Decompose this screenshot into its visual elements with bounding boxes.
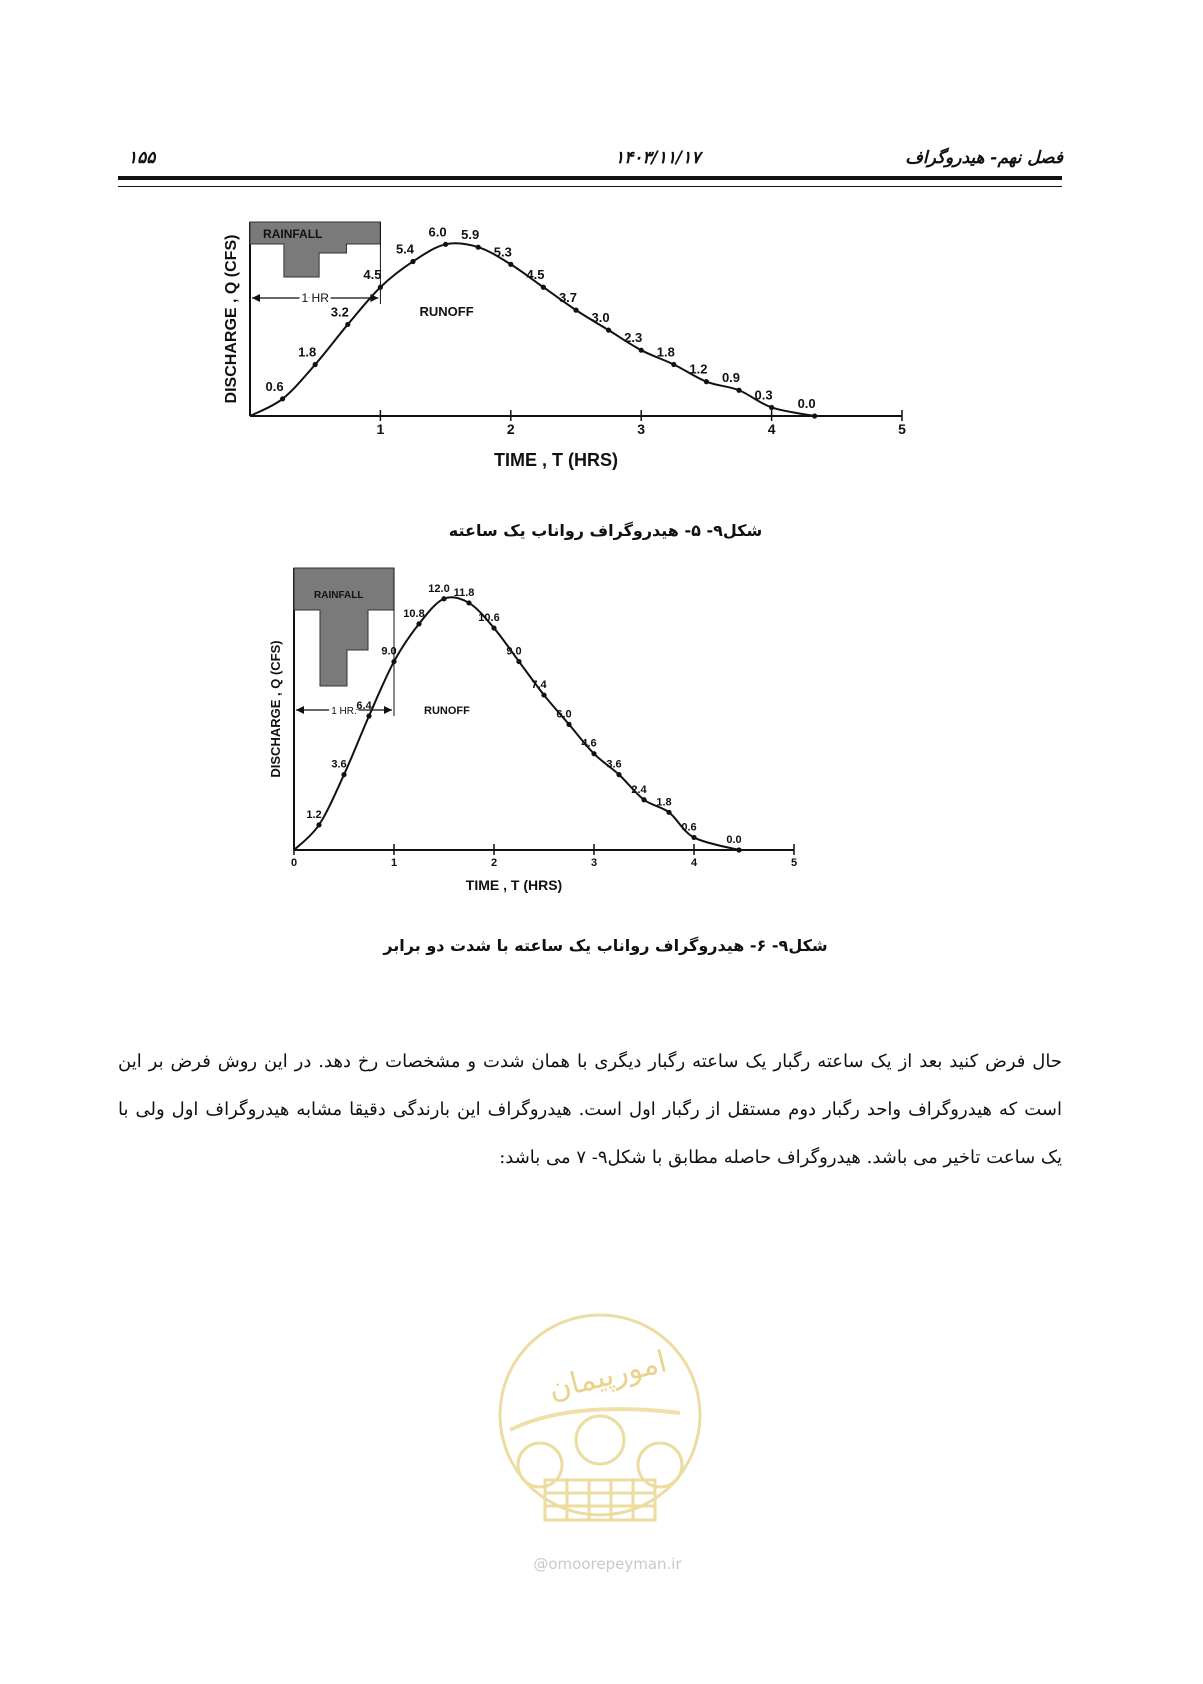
data-point	[516, 659, 521, 664]
y-axis-title: DISCHARGE , Q (CFS)	[268, 640, 283, 778]
data-label: 1.8	[298, 344, 317, 360]
data-label: 6.0	[556, 708, 572, 721]
x-tick-label: 0	[290, 857, 298, 869]
data-point	[341, 772, 346, 777]
data-label: 4.5	[526, 267, 545, 283]
data-point	[313, 362, 318, 367]
data-label: 2.4	[631, 783, 647, 796]
figure-caption-1: شکل۹- ۵- هیدروگراف رواناب یک ساعته	[448, 521, 763, 540]
data-point	[391, 659, 396, 664]
data-label: 5.9	[461, 227, 480, 243]
duration-arrowhead-left	[252, 294, 260, 302]
data-point	[443, 242, 448, 247]
data-point	[541, 285, 546, 290]
header-rule-thin	[118, 186, 1062, 187]
data-point	[769, 405, 774, 410]
page-number: ۱۵۵	[128, 148, 156, 168]
x-axis-title: TIME , T (HRS)	[494, 450, 618, 470]
data-label: 9.0	[506, 645, 522, 658]
data-point	[616, 772, 621, 777]
data-label: 1.8	[656, 796, 672, 809]
body-paragraph	[118, 1038, 1062, 1182]
data-label: 1.2	[689, 361, 708, 377]
data-point	[416, 621, 421, 626]
data-label: 5.4	[395, 241, 415, 257]
x-tick-label: 2	[506, 421, 515, 437]
data-point	[316, 822, 321, 827]
data-point	[410, 259, 415, 264]
data-label: 0.3	[754, 387, 773, 403]
data-point	[812, 413, 817, 418]
data-label: 3.0	[591, 310, 610, 326]
data-point	[666, 810, 671, 815]
x-tick-label: 3	[590, 857, 598, 869]
data-point	[691, 835, 696, 840]
x-tick-label: 1	[390, 857, 398, 869]
data-label: 4.5	[363, 267, 382, 283]
duration-label: 1 HR	[301, 291, 329, 305]
data-label: 10.8	[403, 607, 425, 620]
duration-label: 1 HR.	[331, 706, 357, 717]
data-label: 0.9	[721, 370, 741, 386]
data-point	[736, 847, 741, 852]
hydrograph-chart-2	[268, 568, 840, 898]
paragraph-line-1: حال فرض کنید بعد از یک ساعته رگبار یک ساعته رگبار دیگری با همان شدت و مشخصات رخ دهد. در این روش فرض بر	[148, 1051, 1062, 1072]
data-label: 7.4	[531, 679, 547, 692]
watermark-logo	[490, 1305, 710, 1545]
data-point	[704, 379, 709, 384]
data-point	[541, 692, 546, 697]
data-point	[491, 625, 496, 630]
x-tick-label: 2	[490, 857, 498, 869]
x-axis-title: TIME , T (HRS)	[465, 877, 563, 893]
paragraph-line-2: این است که هیدروگراف واحد رگبار دوم مستقل از رگبار اول است. هیدروگراف این بارندگی دقیقا مشابه هیدروگراف اول	[118, 1051, 1062, 1120]
header-date: ۱۴۰۳/۱۱/۱۷	[615, 148, 701, 168]
rainfall-hyetograph	[294, 568, 397, 686]
watermark-logo-text: امورپیمان	[545, 1344, 671, 1408]
y-axis-title: DISCHARGE , Q (CFS)	[223, 234, 240, 404]
rainfall-label: RAINFALL	[314, 590, 364, 601]
x-tick-label: 4	[690, 857, 698, 869]
data-label: 3.6	[331, 758, 347, 771]
data-label: 6.0	[428, 224, 447, 240]
data-label: 0.0	[726, 834, 742, 846]
data-label: 3.7	[558, 290, 578, 306]
paragraph-line-3: ولی با یک ساعت تاخیر می باشد. هیدروگراف حاصله مطابق با شکل۹- ۷ می باشد:	[118, 1099, 1062, 1168]
x-tick-label: 1	[376, 421, 385, 437]
x-tick-label: 5	[898, 421, 906, 437]
data-label: 9.0	[381, 645, 397, 658]
data-point	[466, 600, 471, 605]
data-point	[606, 328, 611, 333]
data-label: 5.3	[493, 244, 512, 260]
data-label: 4.6	[581, 737, 597, 750]
header-rule-thick	[118, 176, 1062, 180]
data-label: 11.8	[453, 586, 475, 599]
data-label: 12.0	[428, 582, 450, 595]
runoff-label: RUNOFF	[424, 704, 470, 717]
data-point	[671, 362, 676, 367]
data-point	[345, 322, 350, 327]
figure-caption-2: شکل۹- ۶- هیدروگراف رواناب یک ساعته با شدت دو برابر	[383, 936, 828, 955]
data-point	[366, 713, 371, 718]
data-label: 3.2	[330, 304, 349, 320]
data-label: 0.0	[797, 396, 816, 411]
runoff-label: RUNOFF	[419, 303, 474, 319]
data-point	[476, 245, 481, 250]
duration-arrowhead-left	[296, 706, 304, 714]
data-point	[591, 751, 596, 756]
data-point	[441, 596, 446, 601]
x-tick-label: 4	[767, 421, 776, 437]
data-label: 6.4	[356, 700, 372, 712]
x-tick-label: 5	[790, 857, 798, 869]
data-label: 1.2	[306, 808, 322, 821]
watermark-url: @omoorepeyman.ir	[533, 1555, 682, 1573]
data-label: 1.8	[656, 344, 675, 360]
data-point	[641, 797, 646, 802]
data-label: 0.6	[681, 821, 697, 834]
rainfall-label: RAINFALL	[263, 227, 323, 241]
chapter-title: فصل نهم- هیدروگراف	[905, 148, 1063, 168]
data-point	[566, 722, 571, 727]
data-label: 3.6	[606, 758, 622, 771]
data-point	[573, 308, 578, 313]
data-point	[280, 396, 285, 401]
data-point	[508, 262, 513, 267]
data-label: 10.6	[478, 612, 500, 625]
duration-arrowhead-right	[384, 706, 392, 714]
data-label: 0.6	[265, 378, 284, 394]
data-label: 2.3	[624, 330, 643, 346]
data-point	[736, 388, 741, 393]
data-point	[639, 348, 644, 353]
hydrograph-chart-1	[223, 222, 950, 522]
x-tick-label: 3	[637, 421, 646, 437]
data-point	[378, 285, 383, 290]
